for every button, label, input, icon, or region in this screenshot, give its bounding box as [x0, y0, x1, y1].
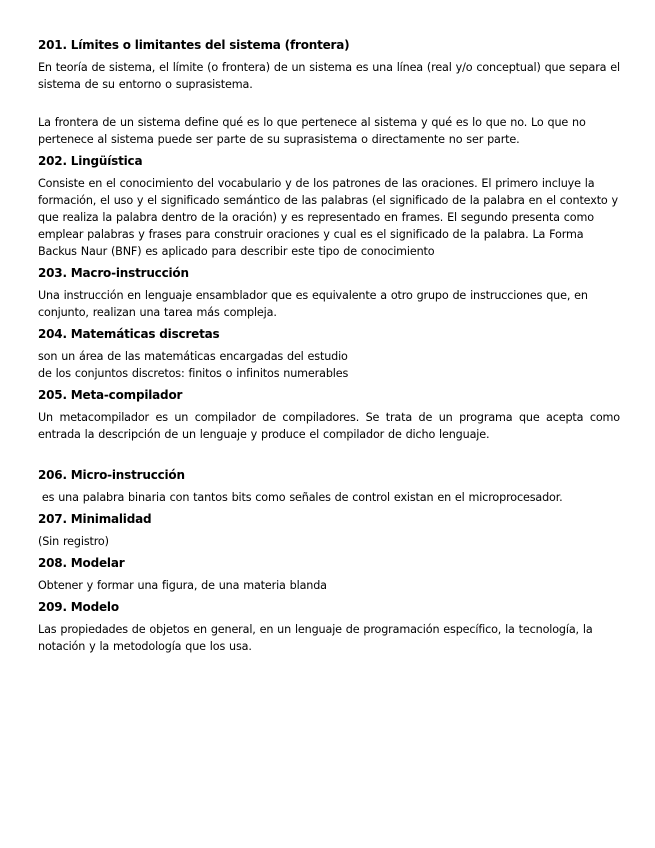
entry-203-paragraph: Una instrucción en lenguaje ensamblador que es equivalente a otro grupo de instrucciones que, en conjunto, realizan una tarea más compleja. — [38, 289, 588, 319]
document-page — [38, 38, 620, 661]
entry-206-paragraph: es una palabra binaria con tantos bits como señales de control existan en el microprocesador. — [38, 491, 563, 504]
entry-201-paragraph-1: En teoría de sistema, el límite (o frontera) de un sistema es una línea (real y/o conceptual) que separa el sistema de su entorno o suprasistema. — [38, 61, 620, 91]
entry-209-paragraph: Las propiedades de objetos en general, en un lenguaje de programación específico, la tecnología, la notación y la metodología que los usa. — [38, 623, 593, 653]
entry-209-heading: 209. Modelo — [38, 600, 119, 614]
entry-201-heading: 201. Límites o limitantes del sistema (frontera) — [38, 38, 350, 52]
entry-205-paragraph: Un metacompilador es un compilador de compiladores. Se trata de un programa que acepta como entrada la descripción de un lenguaje y produce el compilador de dicho lenguaje. — [38, 411, 620, 441]
entry-204-line-2: de los conjuntos discretos: finitos o infinitos numerables — [38, 367, 349, 380]
entry-207-heading: 207. Minimalidad — [38, 512, 152, 526]
entry-204-heading: 204. Matemáticas discretas — [38, 327, 220, 341]
entry-204-paragraph — [38, 348, 620, 382]
entry-208-heading: 208. Modelar — [38, 556, 125, 570]
entry-206-heading: 206. Micro-instrucción — [38, 468, 185, 482]
section-spacer — [38, 449, 620, 468]
entry-208-paragraph: Obtener y formar una figura, de una materia blanda — [38, 579, 327, 592]
entry-201-paragraph-2: La frontera de un sistema define qué es lo que pertenece al sistema y qué es lo que no. Lo que no pertenece al sistema puede ser parte de su suprasistema o directamente no ser parte. — [38, 116, 586, 146]
entry-207-paragraph: (Sin registro) — [38, 535, 109, 548]
paragraph-spacer — [38, 99, 620, 114]
entry-203-heading: 203. Macro-instrucción — [38, 266, 189, 280]
entry-205-heading: 205. Meta-compilador — [38, 388, 183, 402]
entry-202-heading: 202. Lingüística — [38, 154, 143, 168]
entry-202-paragraph: Consiste en el conocimiento del vocabulario y de los patrones de las oraciones. El primero incluye la formación, el uso y el significado semántico de las palabras (el significado de la palabra en el contexto y que realiza la palabra dentro de la oración) y es representado en frames. El segundo presenta como emplear palabras y frases para construir oraciones y cual es el significado de la palabra. La Forma Backus Naur (BNF) es aplicado para describir este tipo de conocimiento — [38, 177, 618, 258]
entry-204-line-1: son un área de las matemáticas encargadas del estudio — [38, 350, 348, 363]
